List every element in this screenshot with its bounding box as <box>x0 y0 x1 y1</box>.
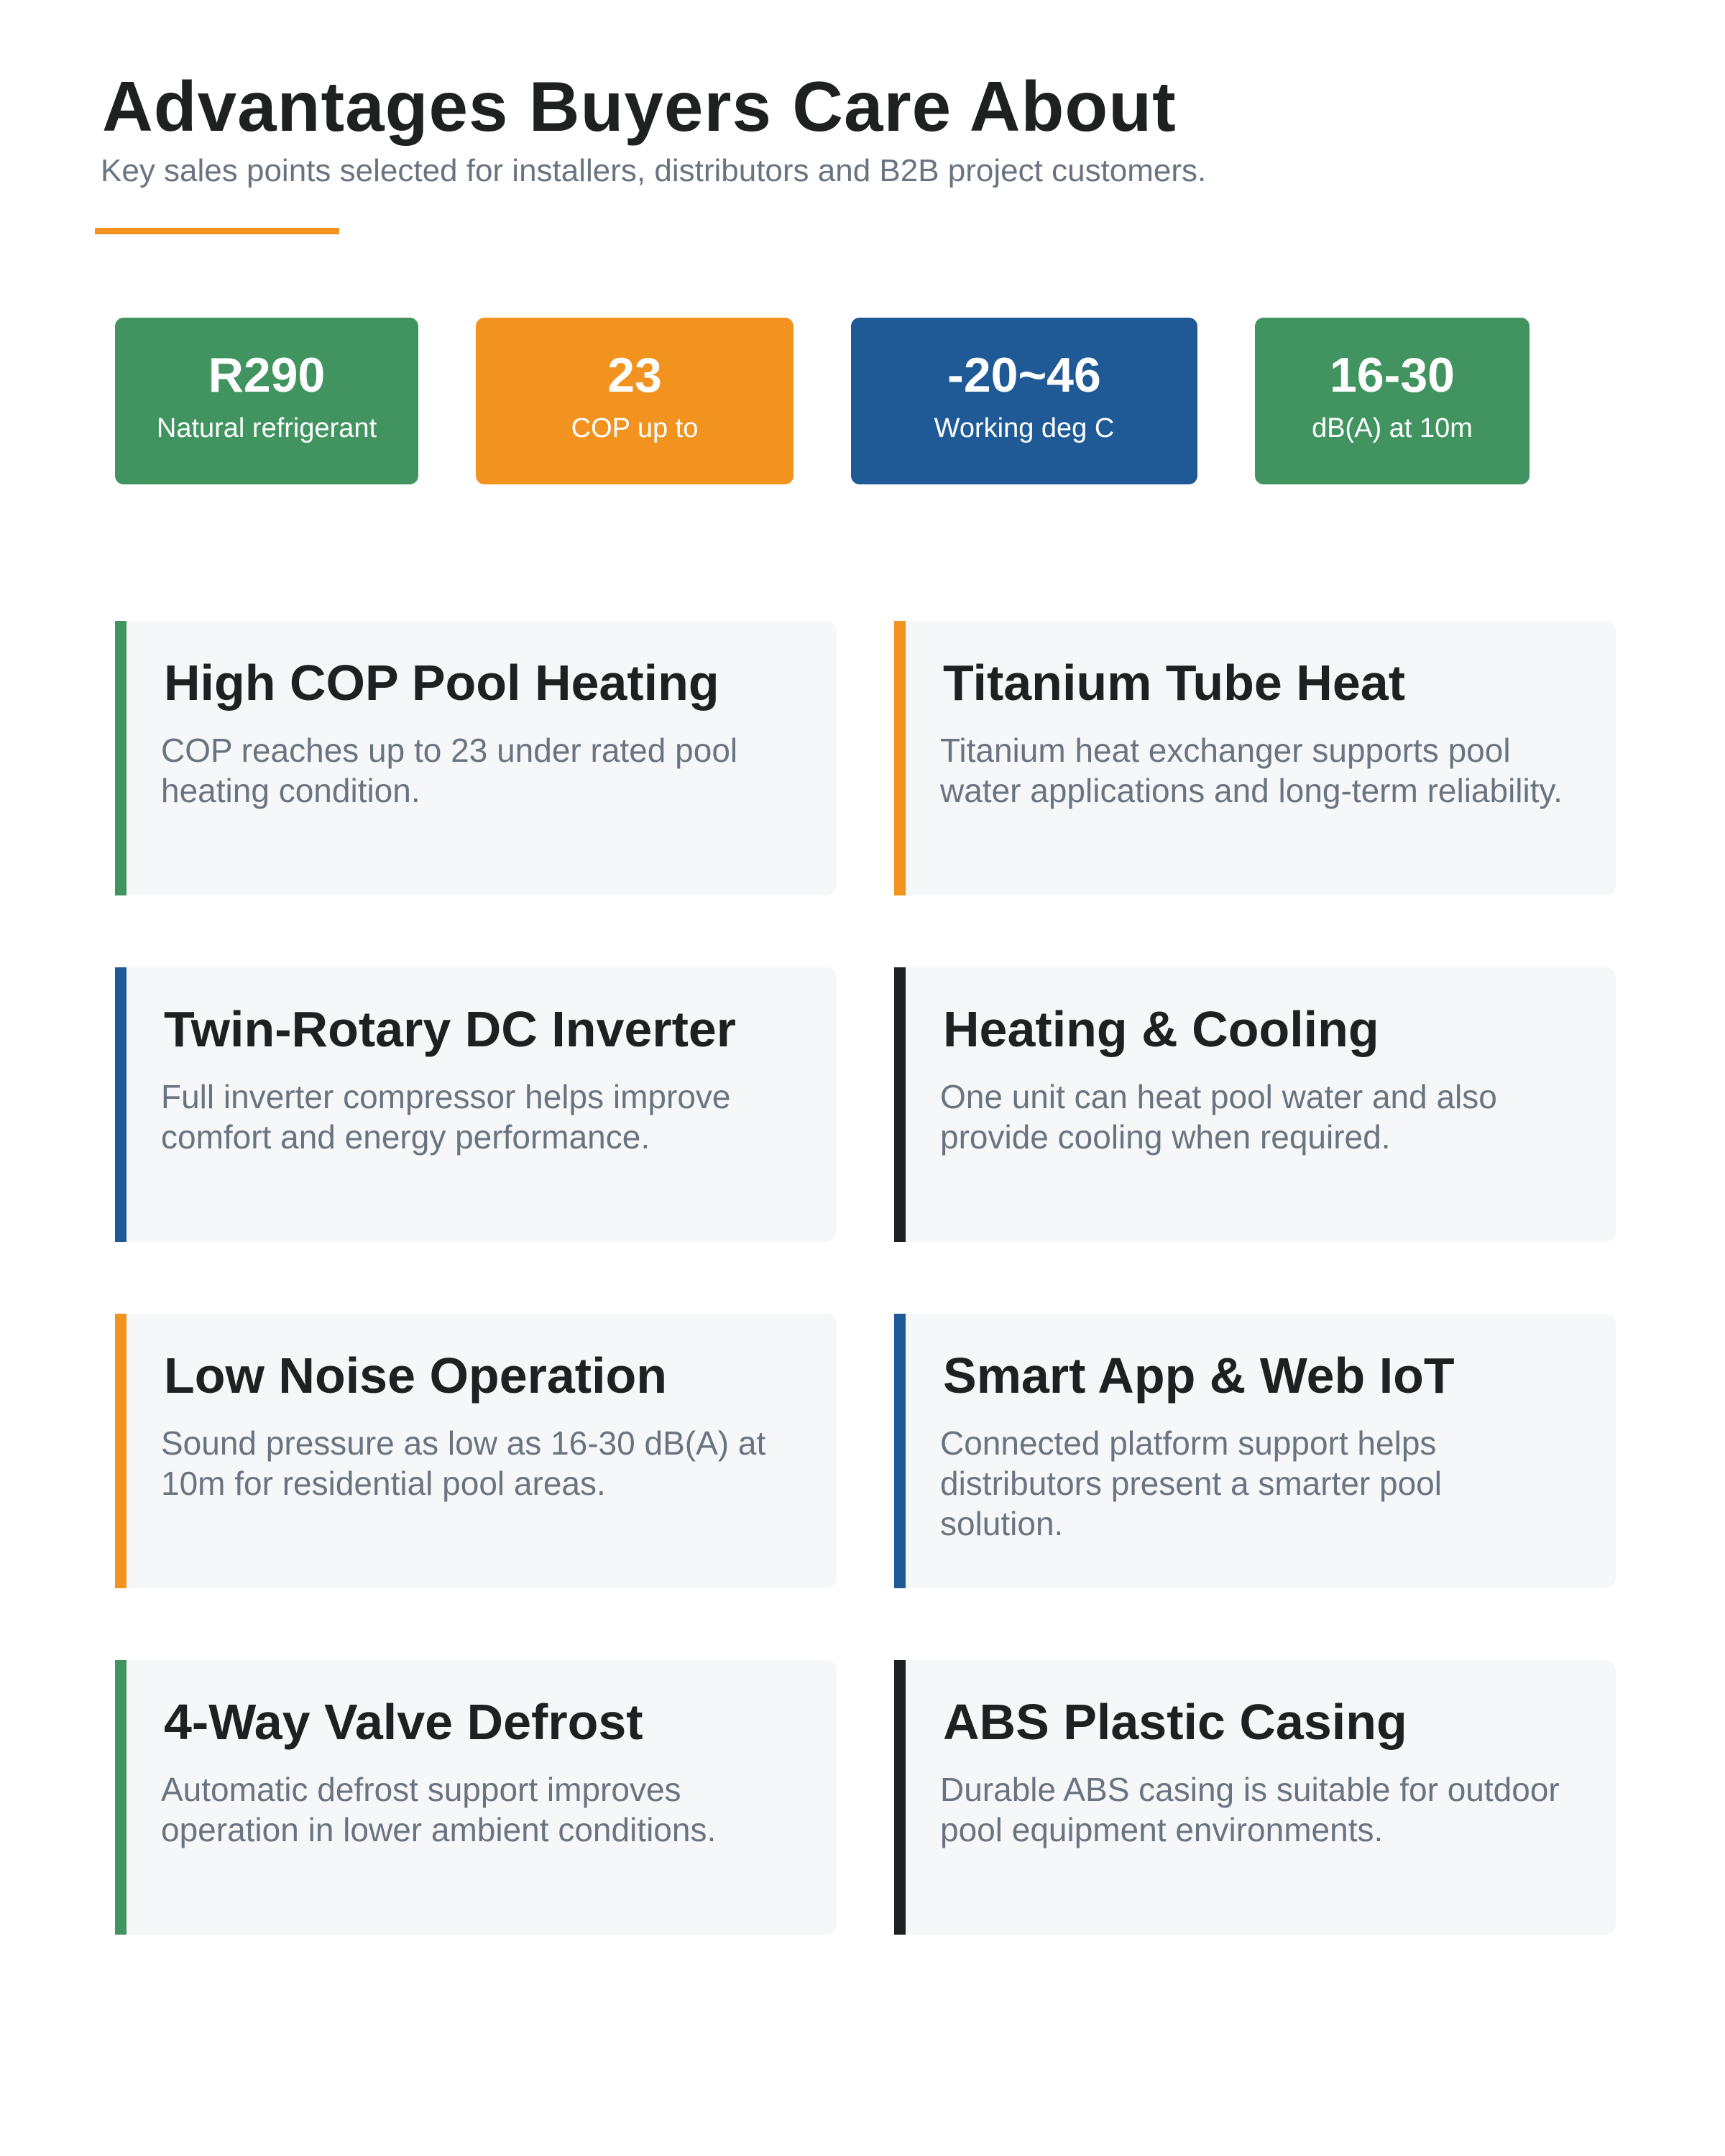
stat-value: R290 <box>208 348 326 402</box>
stat-refrigerant <box>115 318 418 484</box>
stat-cop <box>476 318 794 484</box>
card-accent-bar <box>115 967 126 1242</box>
stat-noise <box>1255 318 1530 484</box>
feature-card-low-noise <box>115 1314 837 1588</box>
card-accent-bar <box>115 1660 126 1935</box>
card-text: Durable ABS casing is suitable for outdoor pool equipment environments. <box>940 1771 1560 1848</box>
card-accent-bar <box>894 1660 906 1935</box>
stat-label: dB(A) at 10m <box>1312 413 1473 443</box>
stat-label: Working deg C <box>934 413 1115 443</box>
title-underline <box>95 228 339 234</box>
stat-value: 16-30 <box>1330 348 1455 402</box>
stat-working-temp <box>851 318 1197 484</box>
card-accent-bar <box>894 1314 906 1588</box>
feature-card-heating-cooling <box>894 967 1616 1242</box>
card-text: One unit can heat pool water and also provide cooling when required. <box>940 1078 1497 1156</box>
card-accent-bar <box>115 1314 126 1588</box>
feature-card-smart-iot <box>894 1314 1616 1588</box>
stat-value: 23 <box>607 348 662 402</box>
card-title: ABS Plastic Casing <box>943 1694 1407 1750</box>
stat-label: COP up to <box>571 413 699 443</box>
card-title: Titanium Tube Heat <box>943 655 1406 711</box>
feature-card-titanium <box>894 621 1616 895</box>
card-title: 4-Way Valve Defrost <box>164 1694 643 1750</box>
card-title: High COP Pool Heating <box>164 655 719 711</box>
feature-card-inverter <box>115 967 837 1242</box>
card-title: Heating & Cooling <box>943 1001 1379 1057</box>
card-accent-bar <box>894 967 906 1242</box>
card-text: Full inverter compressor helps improve comfort and energy performance. <box>161 1078 731 1156</box>
stat-label: Natural refrigerant <box>156 413 377 443</box>
card-text: Titanium heat exchanger supports pool water applications and long-term reliability. <box>940 732 1563 809</box>
page-subtitle: Key sales points selected for installers, distributors and B2B project customers. <box>101 153 1207 188</box>
card-title: Smart App & Web IoT <box>943 1348 1455 1404</box>
card-accent-bar <box>894 621 906 895</box>
feature-card-abs-casing <box>894 1660 1616 1935</box>
card-accent-bar <box>115 621 126 895</box>
card-text: Sound pressure as low as 16-30 dB(A) at 10m for residential pool areas. <box>161 1424 766 1502</box>
card-title: Low Noise Operation <box>164 1348 668 1404</box>
stat-value: -20~46 <box>947 348 1101 402</box>
page-title: Advantages Buyers Care About <box>102 67 1177 146</box>
card-title: Twin-Rotary DC Inverter <box>164 1001 737 1057</box>
card-text: Connected platform support helps distributors present a smarter pool solution. <box>940 1424 1442 1542</box>
card-text: Automatic defrost support improves operation in lower ambient conditions. <box>161 1771 717 1848</box>
feature-card-defrost <box>115 1660 837 1935</box>
feature-card-high-cop <box>115 621 837 895</box>
card-text: COP reaches up to 23 under rated pool heating condition. <box>161 732 738 809</box>
